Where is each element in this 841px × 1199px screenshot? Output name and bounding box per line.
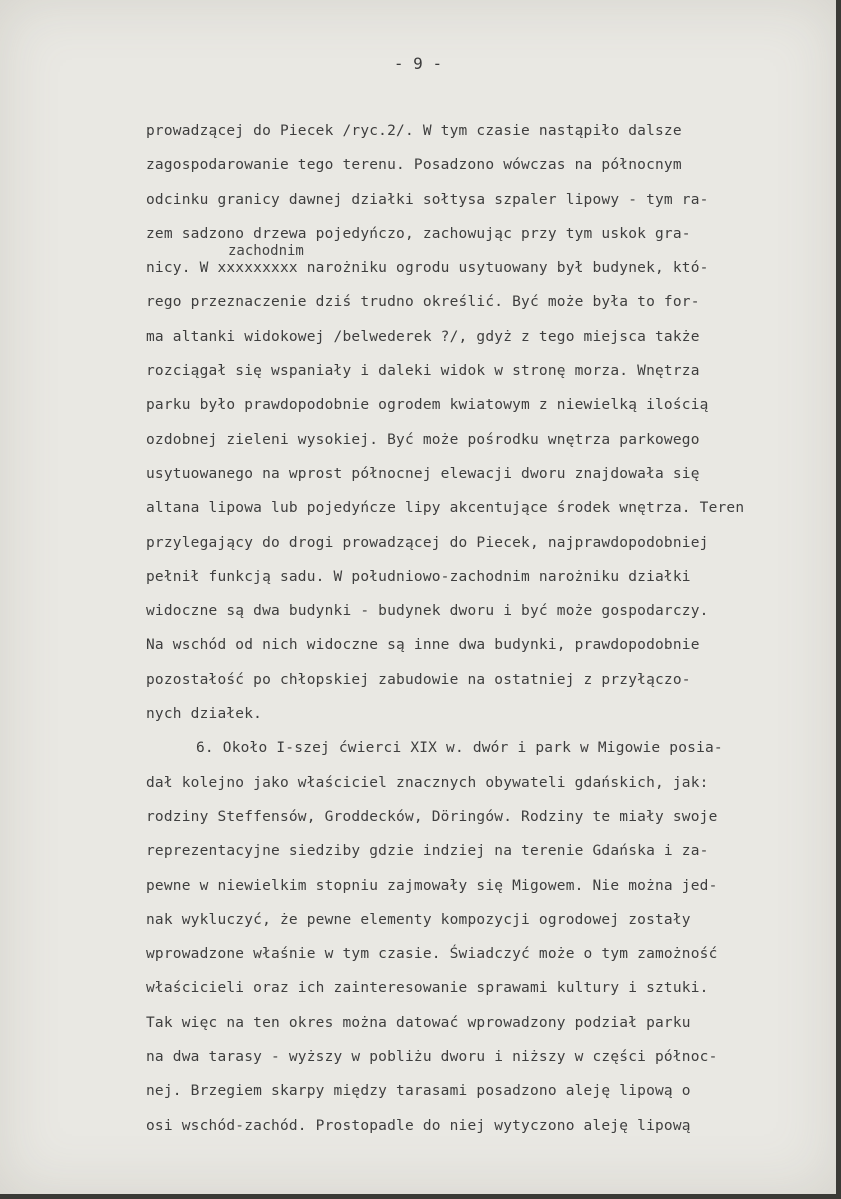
text-line: na dwa tarasy - wyższy w pobliżu dworu i niższy w części północ- bbox=[146, 1049, 718, 1066]
page-number: - 9 - bbox=[393, 54, 443, 73]
text-line: prowadzącej do Piecek /ryc.2/. W tym czasie nastąpiło dalsze bbox=[146, 123, 682, 139]
text-line: usytuowanego na wprost północnej elewacji dworu znajdowała się bbox=[146, 465, 700, 482]
text-line: przylegający do drogi prowadzącej do Piecek, najprawdopodobniej bbox=[146, 534, 709, 551]
text-line: pewne w niewielkim stopniu zajmowały się Migowem. Nie można jed- bbox=[146, 877, 718, 894]
text-line: pełnił funkcją sadu. W południowo-zachodnim narożniku działki bbox=[146, 568, 691, 585]
text-line: dał kolejno jako właściciel znacznych obywateli gdańskich, jak: bbox=[146, 774, 709, 791]
text-line: nak wykluczyć, że pewne elementy kompozycji ogrodowej zostały bbox=[146, 911, 691, 928]
text-line: ozdobnej zieleni wysokiej. Być może pośrodku wnętrza parkowego bbox=[146, 431, 700, 448]
text-line: rozciągał się wspaniały i daleki widok w stronę morza. Wnętrza bbox=[146, 363, 700, 380]
body-text bbox=[146, 120, 816, 1149]
text-line: Tak więc na ten okres można datować wprowadzony podział parku bbox=[146, 1014, 691, 1031]
text-line: rodziny Steffensów, Groddecków, Döringów. Rodziny te miały swoje bbox=[146, 808, 718, 825]
text-line: nych działek. bbox=[146, 706, 263, 723]
text-line: nej. Brzegiem skarpy między tarasami posadzono aleję lipową o bbox=[146, 1083, 691, 1100]
text-line: parku było prawdopodobnie ogrodem kwiatowym z niewielką ilością bbox=[146, 397, 709, 414]
text-line: ma altanki widokowej /belwederek ?/, gdyż z tego miejsca także bbox=[146, 328, 700, 345]
text-line: pozostałość po chłopskiej zabudowie na ostatniej z przyłączo- bbox=[146, 671, 691, 688]
text-line: 6. Około I-szej ćwierci XIX w. dwór i park w Migowie posia- bbox=[196, 740, 723, 757]
text-line: osi wschód-zachód. Prostopadle do niej wytyczono aleję lipową bbox=[146, 1117, 691, 1134]
text-line: wprowadzone właśnie w tym czasie. Świadczyć może o tym zamożność bbox=[146, 946, 718, 963]
text-line: zem sadzono drzewa pojedyńczo, zachowując przy tym uskok gra- bbox=[146, 225, 691, 242]
text-line: zagospodarowanie tego terenu. Posadzono wówczas na północnym bbox=[146, 157, 682, 174]
text-line: widoczne są dwa budynki - budynek dworu i być może gospodarczy. bbox=[146, 603, 709, 620]
text-line: altana lipowa lub pojedyńcze lipy akcentujące środek wnętrza. Teren bbox=[146, 500, 745, 517]
handwritten-insertion: zachodnim bbox=[228, 243, 304, 259]
text-line: Na wschód od nich widoczne są inne dwa budynki, prawdopodobnie bbox=[146, 637, 700, 654]
text-line: rego przeznaczenie dziś trudno określić. Być może była to for- bbox=[146, 294, 700, 311]
text-line: właścicieli oraz ich zainteresowanie sprawami kultury i sztuki. bbox=[146, 980, 709, 997]
text-line: nicy. W xxxxxxxxx narożniku ogrodu usytuowany był budynek, któ- bbox=[146, 260, 709, 277]
text-line: odcinku granicy dawnej działki sołtysa szpaler lipowy - tym ra- bbox=[146, 191, 709, 208]
text-line: reprezentacyjne siedziby gdzie indziej na terenie Gdańska i za- bbox=[146, 843, 709, 860]
